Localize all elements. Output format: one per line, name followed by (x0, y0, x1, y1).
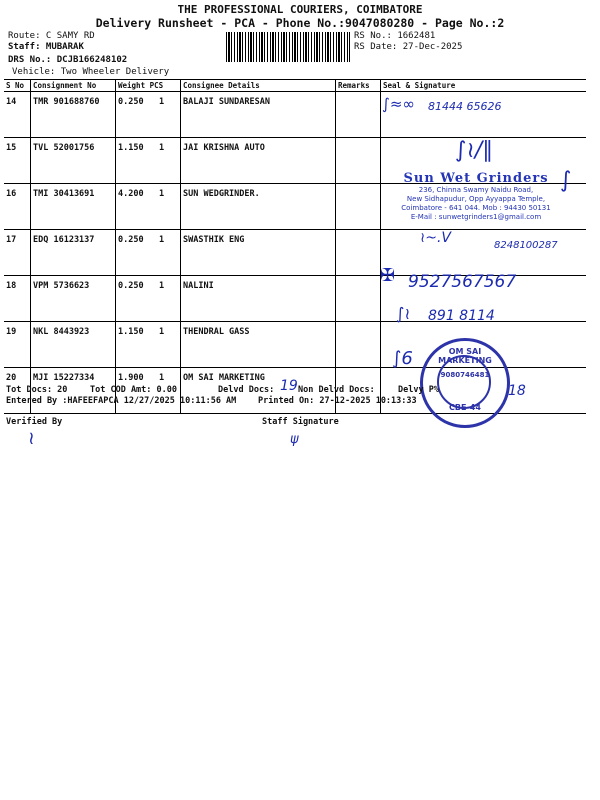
signature-row18: ✠ (380, 265, 396, 286)
handwritten-delivered-count: 19 (280, 378, 298, 394)
barcode-image (226, 32, 350, 62)
rs-date: RS Date: 27-Dec-2025 (354, 42, 463, 52)
drs-number: DRS No.: DCJB166248102 (8, 55, 128, 65)
entered-by: Entered By :HAFEEFAPCA 12/27/2025 10:11:56 AM (6, 396, 237, 406)
runsheet-subtitle: Delivery Runsheet - PCA - Phone No.:9047080280 - Page No.:2 (95, 16, 505, 30)
signature-row20: ∫6 (392, 348, 413, 369)
row-consignee: BALAJI SUNDARESAN (181, 92, 336, 138)
sun-wet-grinders-stamp: Sun Wet Grinders 236, Chinna Swamy Naidu Road, New Sidhapudur, Opp Ayyappa Temple, Coimbatore - 641 044. Mob : 94430 50131 E-Mail : sunwetgrinders1@gmail.com (401, 171, 551, 221)
handwritten-delivery-count: 18 (508, 383, 526, 399)
row-consignee: THENDRAL GASS (181, 322, 336, 368)
row-weight-pcs: 0.250 1 (116, 92, 181, 138)
row-sno: 20 (4, 368, 31, 414)
row-weight-pcs: 4.200 1 (116, 184, 181, 230)
total-cod: Tot COD Amt: 0.00 (90, 385, 177, 395)
verifier-signature: ≀ (28, 428, 35, 449)
row-consignee: JAI KRISHNA AUTO (181, 138, 336, 184)
row-sno: 18 (4, 276, 31, 322)
row-remarks (336, 230, 381, 276)
row-consignee: SWASTHIK ENG (181, 230, 336, 276)
vehicle-label: Vehicle: Two Wheeler Delivery (12, 67, 170, 77)
row-consignment: MJI 15227334 (31, 368, 116, 414)
col-weight-pcs: Weight PCS (116, 80, 181, 92)
col-consignment: Consignment No (31, 80, 116, 92)
signature-row14: ∫≈∞ (382, 95, 415, 113)
row-weight-pcs: 0.250 1 (116, 230, 181, 276)
staff-signature-label: Staff Signature (262, 417, 339, 427)
handwritten-phone-row17: 8248100287 (494, 240, 558, 251)
delivery-percent: Delvy P% (398, 385, 439, 395)
om-sai-marketing-stamp: OM SAI MARKETING 9080746481 CBE-44 (420, 338, 510, 428)
row-weight-pcs: 1.150 1 (116, 322, 181, 368)
row-sno: 15 (4, 138, 31, 184)
total-docs: Tot Docs: 20 (6, 385, 68, 395)
col-remarks: Remarks (336, 80, 381, 92)
handwritten-phone-row18: 9527567567 (408, 272, 517, 292)
row-weight-pcs: 1.150 1 (116, 138, 181, 184)
row-consignment: TVL 52001756 (31, 138, 116, 184)
col-consignee: Consignee Details (181, 80, 336, 92)
row-weight-pcs: 0.250 1 (116, 276, 181, 322)
verified-by-label: Verified By (6, 417, 63, 427)
rs-number: RS No.: 1662481 (354, 31, 436, 41)
row-remarks (336, 92, 381, 138)
row-sno: 16 (4, 184, 31, 230)
row-consignment: EDQ 16123137 (31, 230, 116, 276)
row-remarks (336, 322, 381, 368)
printed-on: Printed On: 27-12-2025 10:13:33 (258, 396, 417, 406)
row-consignee: OM SAI MARKETING (181, 368, 336, 414)
signature-row16: ∫ (560, 168, 572, 193)
row-consignment: VPM 5736623 (31, 276, 116, 322)
row-consignment: TMI 30413691 (31, 184, 116, 230)
staff-label: Staff: MUBARAK (8, 42, 84, 52)
delivered-docs: Delvd Docs: (218, 385, 275, 395)
row-sno: 17 (4, 230, 31, 276)
handwritten-phone-row19: 891 8114 (428, 308, 495, 324)
company-title: THE PROFESSIONAL COURIERS, COIMBATORE (177, 3, 423, 16)
row-signature (381, 230, 587, 276)
col-sno: S No (4, 80, 31, 92)
row-consignee: NALINI (181, 276, 336, 322)
row-consignee: SUN WEDGRINDER. (181, 184, 336, 230)
col-seal-signature: Seal & Signature (381, 80, 587, 92)
handwritten-phone-row14: 81444 65626 (428, 100, 502, 113)
row-remarks (336, 138, 381, 184)
signature-row17: ≀~.V (420, 230, 452, 246)
row-sno: 19 (4, 322, 31, 368)
row-remarks (336, 276, 381, 322)
row-consignment: NKL 8443923 (31, 322, 116, 368)
signature-row19: ∫≀ (396, 304, 411, 323)
table-row (4, 230, 586, 276)
table-header-row (4, 80, 586, 92)
row-consignment: TMR 901688760 (31, 92, 116, 138)
row-sno: 14 (4, 92, 31, 138)
staff-signature-mark: ψ (290, 432, 299, 447)
signature-row15: ∫≀/∥ (455, 138, 494, 163)
row-remarks (336, 184, 381, 230)
non-delivered-docs: Non Delvd Docs: (298, 385, 375, 395)
table-row (4, 92, 586, 138)
route-label: Route: C SAMY RD (8, 31, 95, 41)
row-weight-pcs: 1.900 1 (116, 368, 181, 414)
